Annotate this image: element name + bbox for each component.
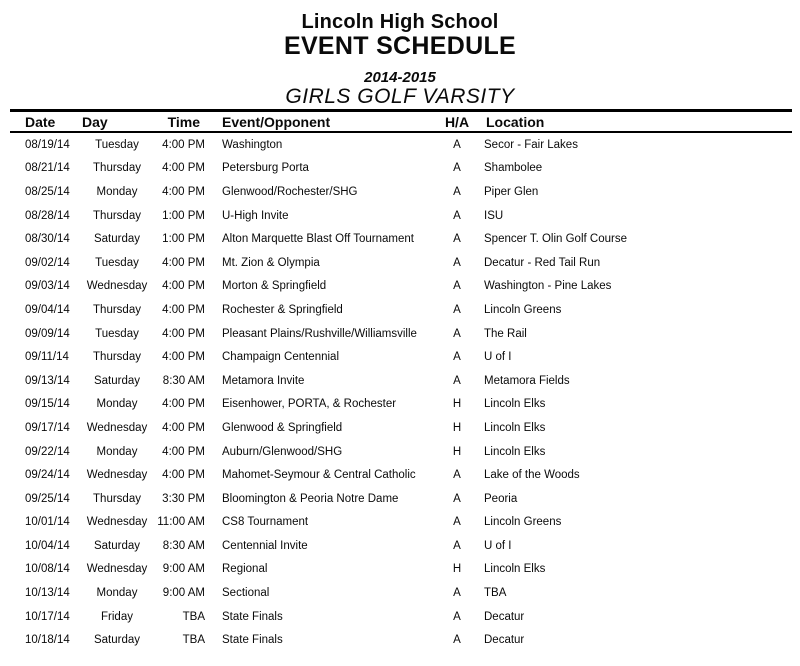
event-cell: Rochester & Springfield xyxy=(222,303,343,316)
day-cell: Wednesday xyxy=(86,280,148,293)
date-cell: 09/13/14 xyxy=(25,374,70,387)
time-cell: TBA xyxy=(182,610,205,623)
home-away-cell: A xyxy=(453,280,461,293)
table-row xyxy=(10,133,792,157)
home-away-cell: A xyxy=(453,610,461,623)
day-cell: Monday xyxy=(96,185,138,198)
home-away-cell: A xyxy=(453,539,461,552)
title-block xyxy=(0,11,800,108)
location-cell: TBA xyxy=(484,587,507,600)
column-header-home-away: H/A xyxy=(444,113,470,130)
day-cell: Saturday xyxy=(93,634,141,647)
day-cell: Tuesday xyxy=(95,327,139,340)
date-cell: 09/15/14 xyxy=(25,398,70,411)
table-row xyxy=(10,605,792,629)
day-cell: Saturday xyxy=(93,374,141,387)
day-cell: Monday xyxy=(96,445,138,458)
day-cell: Monday xyxy=(96,587,138,600)
home-away-cell: A xyxy=(453,327,461,340)
table-row xyxy=(10,393,792,417)
table-row xyxy=(10,345,792,369)
time-cell: 8:30 AM xyxy=(162,374,205,387)
day-cell: Saturday xyxy=(93,539,141,552)
home-away-cell: A xyxy=(453,138,461,151)
table-row xyxy=(10,180,792,204)
event-cell: Pleasant Plains/Rushville/Williamsville xyxy=(222,327,417,340)
time-cell: 4:00 PM xyxy=(162,469,205,482)
location-cell: Piper Glen xyxy=(484,185,539,198)
table-row xyxy=(10,204,792,228)
column-header-location: Location xyxy=(486,113,545,130)
location-cell: Shambolee xyxy=(484,162,543,175)
date-cell: 09/09/14 xyxy=(25,327,70,340)
season-years: 2014-2015 xyxy=(364,69,436,86)
day-cell: Thursday xyxy=(93,492,141,505)
table-row xyxy=(10,275,792,299)
time-cell: 4:00 PM xyxy=(162,327,205,340)
table-row xyxy=(10,298,792,322)
time-cell: 4:00 PM xyxy=(162,445,205,458)
date-cell: 10/17/14 xyxy=(25,610,70,623)
time-cell: 4:00 PM xyxy=(162,280,205,293)
home-away-cell: H xyxy=(452,445,462,458)
time-cell: 4:00 PM xyxy=(162,398,205,411)
table-row xyxy=(10,628,792,652)
date-cell: 10/08/14 xyxy=(25,563,70,576)
event-cell: Glenwood & Springfield xyxy=(222,421,343,434)
table-header-row xyxy=(10,112,792,131)
time-cell: 9:00 AM xyxy=(162,563,205,576)
team-name: GIRLS GOLF VARSITY xyxy=(285,85,515,108)
day-cell: Saturday xyxy=(93,233,141,246)
date-cell: 08/30/14 xyxy=(25,233,70,246)
date-cell: 09/17/14 xyxy=(25,421,70,434)
day-cell: Thursday xyxy=(93,303,141,316)
time-cell: 4:00 PM xyxy=(162,185,205,198)
location-cell: ISU xyxy=(484,209,504,222)
table-row xyxy=(10,251,792,275)
location-cell: Lincoln Greens xyxy=(484,303,562,316)
home-away-cell: A xyxy=(453,469,461,482)
home-away-cell: H xyxy=(452,563,462,576)
column-header-date: Date xyxy=(25,113,56,130)
location-cell: Lincoln Elks xyxy=(484,398,546,411)
date-cell: 10/01/14 xyxy=(25,516,70,529)
location-cell: U of I xyxy=(484,351,512,364)
date-cell: 09/25/14 xyxy=(25,492,70,505)
event-cell: Washington xyxy=(222,138,283,151)
day-cell: Thursday xyxy=(93,162,141,175)
location-cell: Spencer T. Olin Golf Course xyxy=(484,233,627,246)
location-cell: Metamora Fields xyxy=(484,374,570,387)
event-cell: Sectional xyxy=(222,587,270,600)
location-cell: Decatur - Red Tail Run xyxy=(484,256,601,269)
time-cell: 1:00 PM xyxy=(162,209,205,222)
event-cell: Champaign Centennial xyxy=(222,351,339,364)
table-row xyxy=(10,581,792,605)
home-away-cell: A xyxy=(453,233,461,246)
event-cell: Petersburg Porta xyxy=(222,162,309,175)
schedule-table xyxy=(10,133,792,652)
home-away-cell: A xyxy=(453,162,461,175)
date-cell: 09/11/14 xyxy=(25,351,69,364)
document-title: EVENT SCHEDULE xyxy=(283,32,516,60)
day-cell: Wednesday xyxy=(86,516,148,529)
table-row xyxy=(10,157,792,181)
date-cell: 09/04/14 xyxy=(25,303,70,316)
date-cell: 08/28/14 xyxy=(25,209,70,222)
event-cell: Mahomet-Seymour & Central Catholic xyxy=(222,469,416,482)
day-cell: Wednesday xyxy=(86,421,148,434)
event-cell: Eisenhower, PORTA, & Rochester xyxy=(222,398,397,411)
event-cell: Alton Marquette Blast Off Tournament xyxy=(222,233,414,246)
time-cell: 4:00 PM xyxy=(162,421,205,434)
time-cell: 3:30 PM xyxy=(162,492,205,505)
table-row xyxy=(10,487,792,511)
event-cell: Glenwood/Rochester/SHG xyxy=(222,185,358,198)
location-cell: Secor - Fair Lakes xyxy=(484,138,578,151)
event-cell: State Finals xyxy=(222,634,283,647)
date-cell: 08/25/14 xyxy=(25,185,70,198)
location-cell: Decatur xyxy=(484,610,525,623)
location-cell: Decatur xyxy=(484,634,525,647)
home-away-cell: A xyxy=(453,256,461,269)
time-cell: 1:00 PM xyxy=(162,233,205,246)
event-cell: CS8 Tournament xyxy=(222,516,309,529)
column-header-time: Time xyxy=(167,113,200,130)
table-row xyxy=(10,369,792,393)
day-cell: Thursday xyxy=(93,209,141,222)
table-row xyxy=(10,416,792,440)
location-cell: The Rail xyxy=(484,327,527,340)
location-cell: Lincoln Elks xyxy=(484,421,546,434)
time-cell: 4:00 PM xyxy=(162,256,205,269)
day-cell: Monday xyxy=(96,398,138,411)
date-cell: 09/03/14 xyxy=(25,280,70,293)
table-row xyxy=(10,558,792,582)
table-row xyxy=(10,227,792,251)
time-cell: TBA xyxy=(182,634,205,647)
time-cell: 11:00 AM xyxy=(157,516,205,529)
day-cell: Friday xyxy=(101,610,133,623)
event-cell: Auburn/Glenwood/SHG xyxy=(222,445,343,458)
home-away-cell: A xyxy=(453,209,461,222)
home-away-cell: A xyxy=(453,303,461,316)
home-away-cell: H xyxy=(452,421,462,434)
location-cell: Lincoln Greens xyxy=(484,516,562,529)
home-away-cell: H xyxy=(452,398,462,411)
event-cell: Centennial Invite xyxy=(222,539,308,552)
column-header-day: Day xyxy=(82,113,108,130)
location-cell: Lincoln Elks xyxy=(484,445,546,458)
day-cell: Thursday xyxy=(93,351,141,364)
date-cell: 10/18/14 xyxy=(25,634,70,647)
location-cell: Lake of the Woods xyxy=(484,469,580,482)
table-row xyxy=(10,534,792,558)
location-cell: U of I xyxy=(484,539,512,552)
table-row xyxy=(10,511,792,535)
date-cell: 09/02/14 xyxy=(25,256,70,269)
event-cell: State Finals xyxy=(222,610,283,623)
home-away-cell: A xyxy=(453,374,461,387)
home-away-cell: A xyxy=(453,587,461,600)
event-cell: Bloomington & Peoria Notre Dame xyxy=(222,492,399,505)
time-cell: 4:00 PM xyxy=(162,303,205,316)
date-cell: 10/13/14 xyxy=(25,587,70,600)
event-cell: Metamora Invite xyxy=(222,374,305,387)
table-row xyxy=(10,440,792,464)
table-row xyxy=(10,322,792,346)
home-away-cell: A xyxy=(453,516,461,529)
home-away-cell: A xyxy=(453,185,461,198)
event-cell: Mt. Zion & Olympia xyxy=(222,256,320,269)
date-cell: 09/24/14 xyxy=(25,469,70,482)
time-cell: 4:00 PM xyxy=(162,351,205,364)
day-cell: Wednesday xyxy=(86,563,148,576)
event-cell: Morton & Springfield xyxy=(222,280,327,293)
day-cell: Wednesday xyxy=(86,469,148,482)
date-cell: 09/22/14 xyxy=(25,445,70,458)
time-cell: 9:00 AM xyxy=(162,587,205,600)
date-cell: 08/21/14 xyxy=(25,162,70,175)
school-name: Lincoln High School xyxy=(301,11,499,33)
home-away-cell: A xyxy=(453,351,461,364)
time-cell: 4:00 PM xyxy=(162,138,205,151)
home-away-cell: A xyxy=(453,492,461,505)
location-cell: Washington - Pine Lakes xyxy=(484,280,612,293)
time-cell: 8:30 AM xyxy=(162,539,205,552)
location-cell: Lincoln Elks xyxy=(484,563,546,576)
column-header-event: Event/Opponent xyxy=(222,113,331,130)
event-cell: Regional xyxy=(222,563,268,576)
home-away-cell: A xyxy=(453,634,461,647)
event-cell: U-High Invite xyxy=(222,209,289,222)
day-cell: Tuesday xyxy=(95,138,139,151)
date-cell: 08/19/14 xyxy=(25,138,70,151)
table-row xyxy=(10,463,792,487)
time-cell: 4:00 PM xyxy=(162,162,205,175)
date-cell: 10/04/14 xyxy=(25,539,70,552)
location-cell: Peoria xyxy=(484,492,518,505)
day-cell: Tuesday xyxy=(95,256,139,269)
